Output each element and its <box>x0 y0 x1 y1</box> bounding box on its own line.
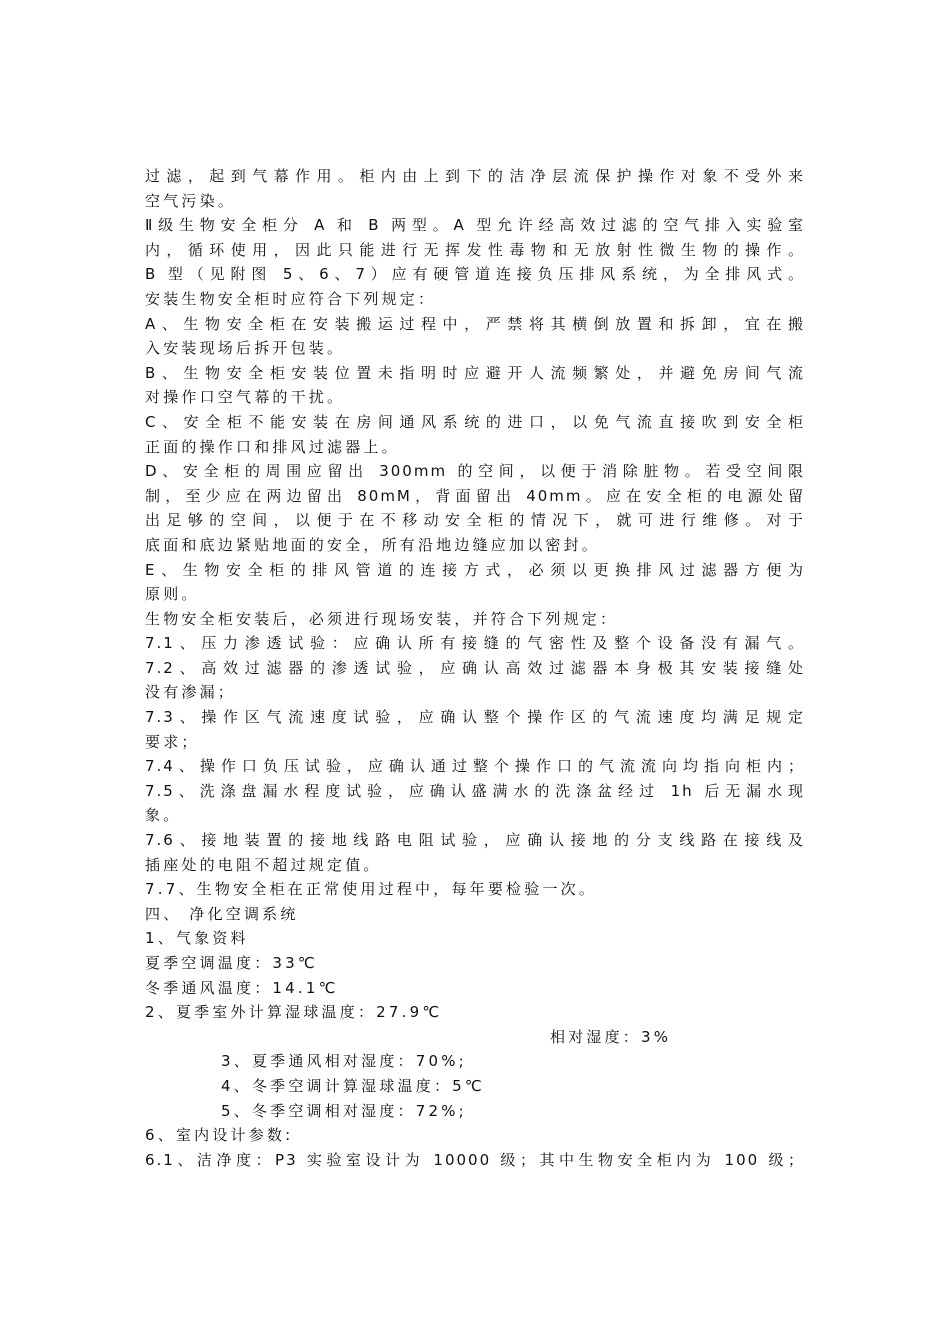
text-line: 底面和底边紧贴地面的安全，所有沿地边缝应加以密封。 <box>145 535 601 554</box>
text-line: C、安全柜不能安装在房间通风系统的进口，以免气流直接吹到安全柜 <box>145 412 805 431</box>
text-line: 没有渗漏； <box>145 683 237 702</box>
text-line: 生物安全柜安装后，必须进行现场安装，并符合下列规定： <box>145 609 619 628</box>
text-line: 对操作口空气幕的干扰。 <box>145 388 346 407</box>
text-line: 原则。 <box>145 585 200 604</box>
text-line: 插座处的电阻不超过规定值。 <box>145 855 382 874</box>
text-line: D、安全柜的周围应留出 300mm 的空间，以便于消除脏物。若受空间限 <box>145 462 805 481</box>
text-line: 7.7、生物安全柜在正常使用过程中，每年要检验一次。 <box>145 880 598 899</box>
text-line: 7.3、操作区气流速度试验，应确认整个操作区的气流速度均满足规定 <box>145 708 805 727</box>
text-line: 空气污染。 <box>145 191 237 210</box>
text-line: 出足够的空间，以便于在不移动安全柜的情况下，就可进行维修。对于 <box>145 511 805 530</box>
text-line: 内，循环使用，因此只能进行无挥发性毒物和无放射性微生物的操作。 <box>145 240 805 259</box>
text-line: 冬季通风温度：14.1℃ <box>145 978 339 997</box>
text-line: A、生物安全柜在安装搬运过程中，严禁将其横倒放置和拆卸，宜在搬 <box>145 314 805 333</box>
text-line: E、生物安全柜的排风管道的连接方式，必须以更换排风过滤器方便为 <box>145 560 805 579</box>
text-line: 4、冬季空调计算湿球温度：5℃ <box>221 1076 485 1095</box>
text-line: 要求； <box>145 732 200 751</box>
text-line: 入安装现场后拆开包装。 <box>145 339 346 358</box>
text-line: 象。 <box>145 806 182 825</box>
text-line: 7.1、压力渗透试验：应确认所有接缝的气密性及整个设备没有漏气。 <box>145 634 805 653</box>
text-line: 安装生物安全柜时应符合下列规定： <box>145 289 437 308</box>
text-line: B 型（见附图 5、6、7）应有硬管道连接负压排风系统，为全排风式。 <box>145 265 805 284</box>
text-line: B、生物安全柜安装位置未指明时应避开人流频繁处，并避免房间气流 <box>145 363 805 382</box>
text-line: 5、冬季空调相对湿度：72%; <box>221 1101 467 1120</box>
text-line: 制，至少应在两边留出 80mM，背面留出 40mm。应在安全柜的电源处留 <box>145 486 805 505</box>
text-line: 7.2、高效过滤器的渗透试验，应确认高效过滤器本身极其安装接缝处 <box>145 658 805 677</box>
text-line: 7.6、接地装置的接地线路电阻试验，应确认接地的分支线路在接线及 <box>145 831 805 850</box>
text-line: 6.1、洁净度：P3 实验室设计为 10000 级；其中生物安全柜内为 100 级； <box>145 1150 805 1169</box>
body-text <box>145 164 805 1172</box>
text-line: 相对湿度：3% <box>550 1027 672 1046</box>
text-line: 7.4、操作口负压试验，应确认通过整个操作口的气流流向均指向柜内； <box>145 757 805 776</box>
section-heading: 四、 净化空调系统 <box>145 904 299 923</box>
text-line: 7.5、洗涤盘漏水程度试验，应确认盛满水的洗涤盆经过 1h 后无漏水现 <box>145 781 805 800</box>
text-line: Ⅱ级生物安全柜分 A 和 B 两型。A 型允许经高效过滤的空气排入实验室 <box>145 216 805 235</box>
text-line: 过滤，起到气幕作用。柜内由上到下的洁净层流保护操作对象不受外来 <box>145 167 805 185</box>
text-line: 夏季空调温度：33℃ <box>145 954 318 972</box>
text-line: 3、夏季通风相对湿度：70%; <box>221 1052 467 1071</box>
text-line: 6、室内设计参数: <box>145 1126 294 1145</box>
text-line: 2、夏季室外计算湿球温度：27.9℃ <box>145 1003 443 1022</box>
text-line: 正面的操作口和排风过滤器上。 <box>145 437 400 456</box>
text-line: 1、气象资料 <box>145 929 249 948</box>
